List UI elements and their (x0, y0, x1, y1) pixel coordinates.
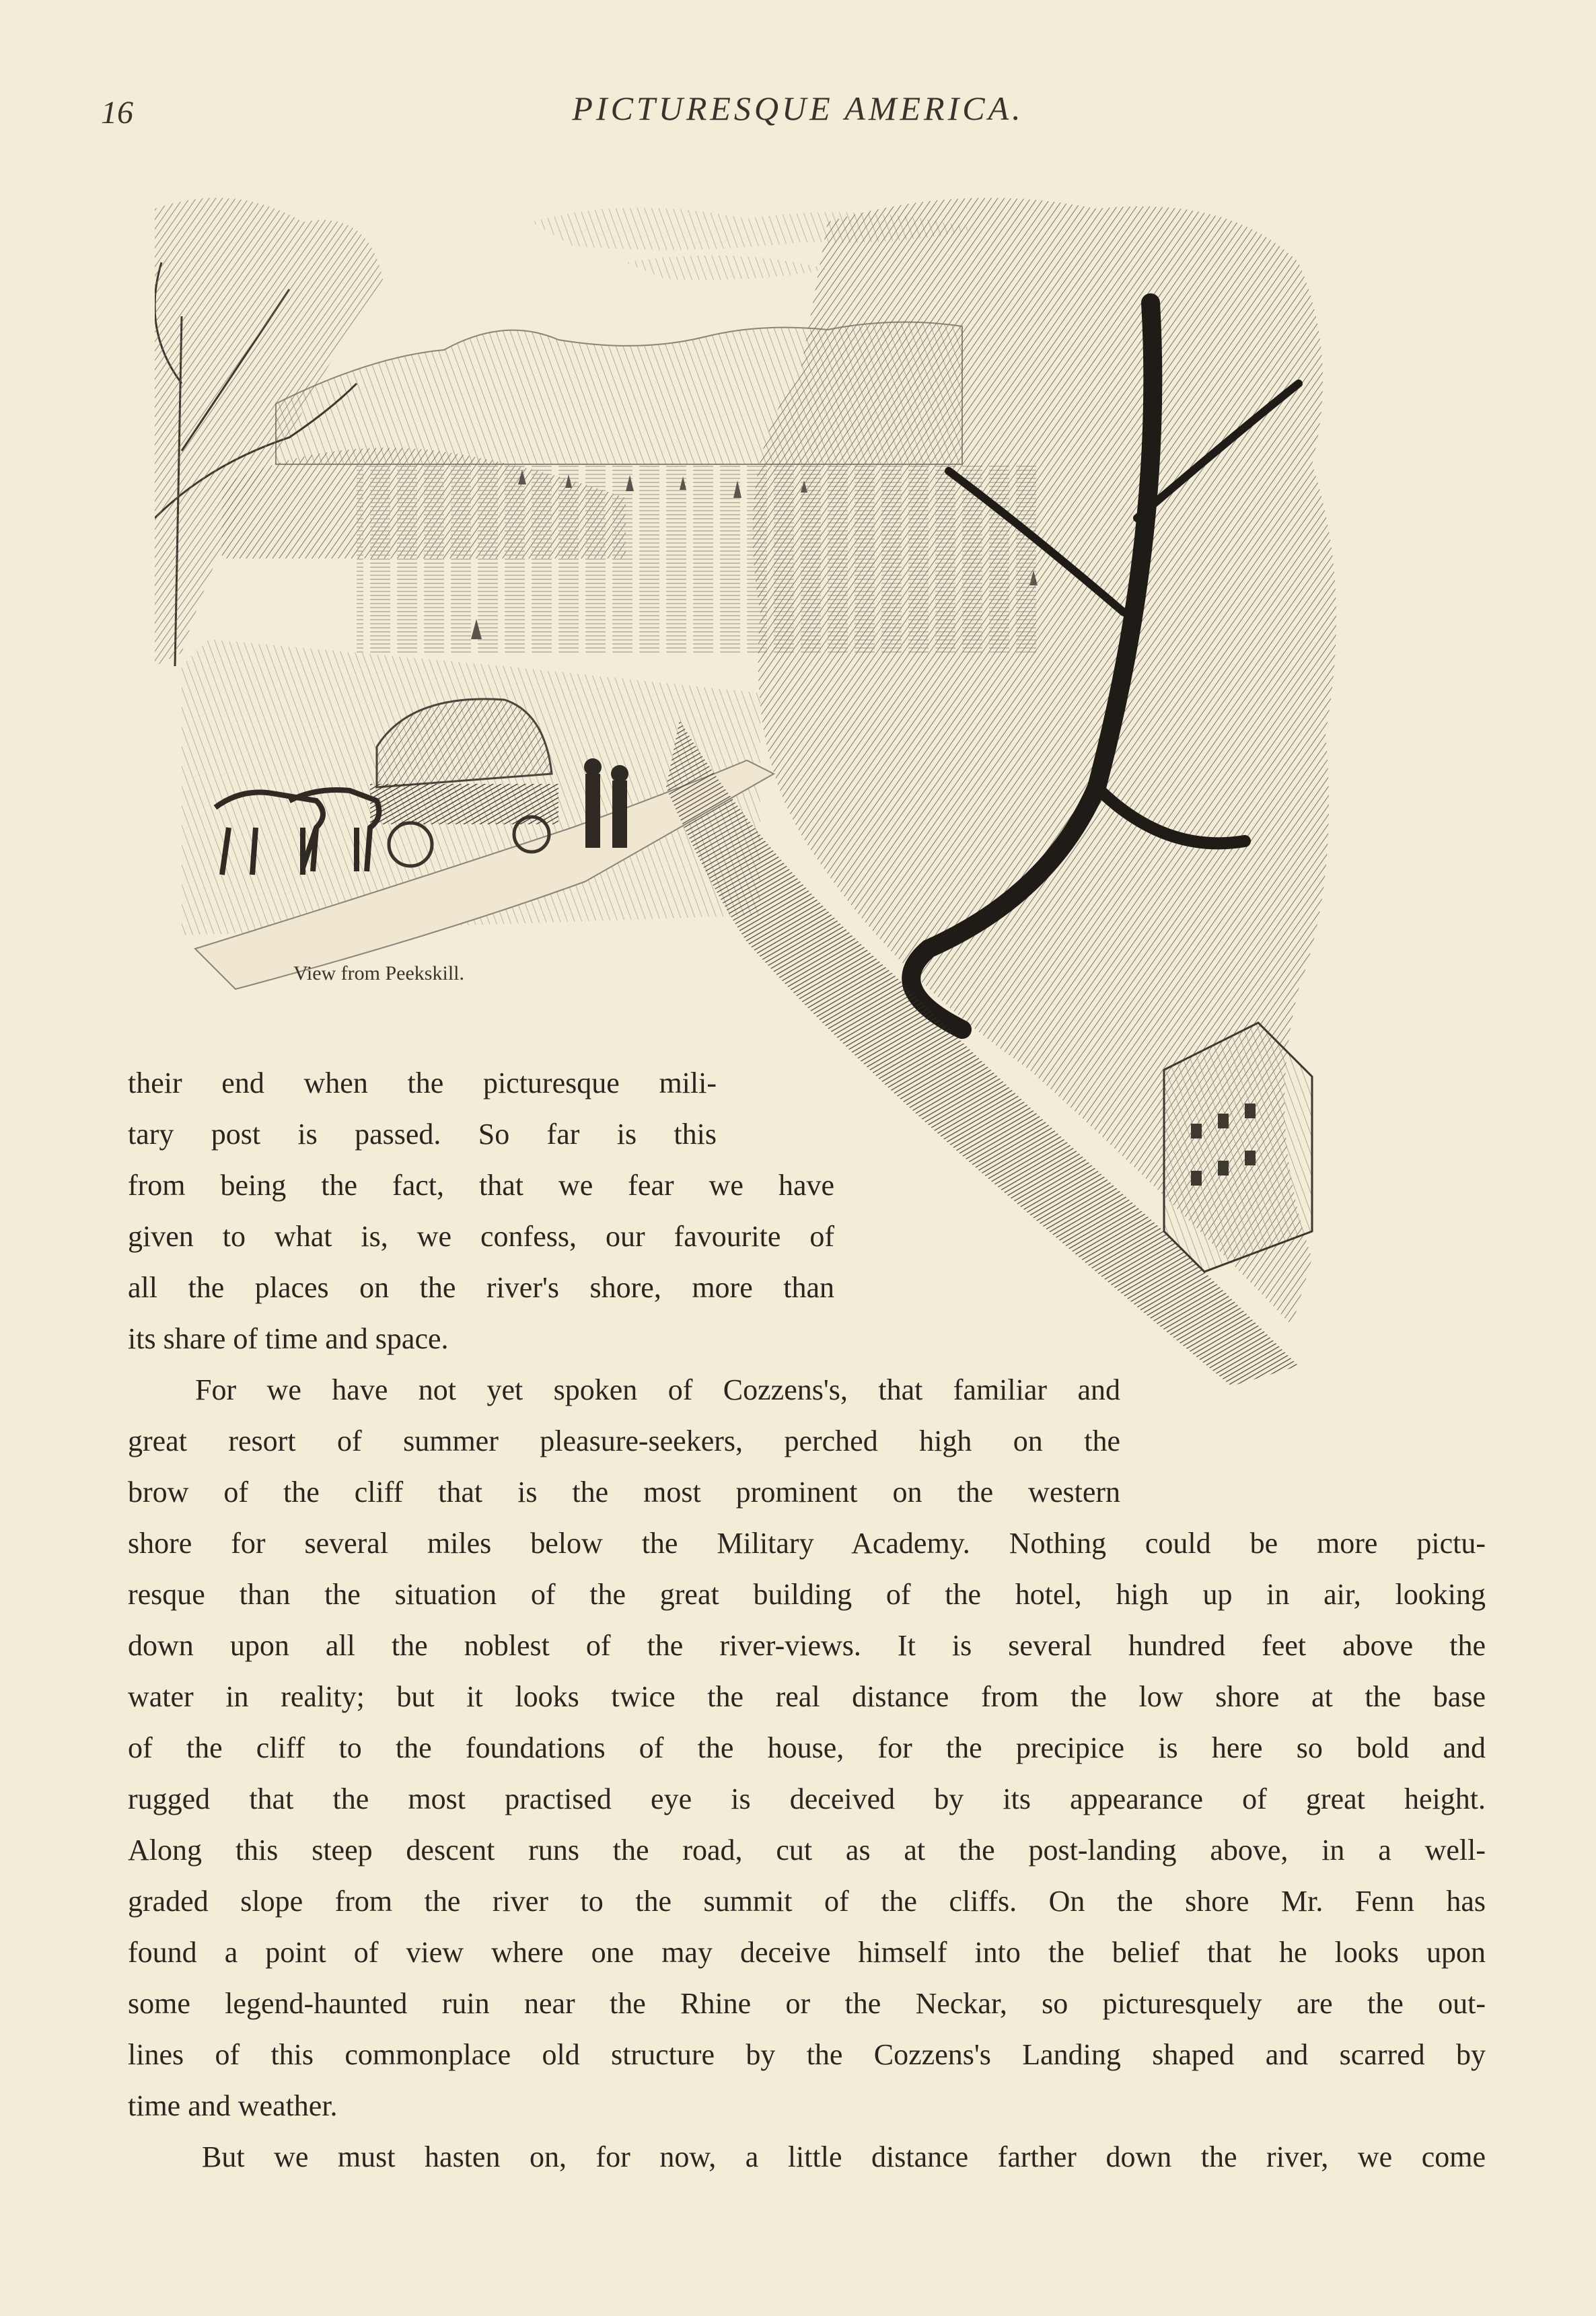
text-line: from being the fact, that we fear we have (128, 1169, 834, 1202)
illustration-caption: View from Peekskill. (293, 962, 464, 984)
text-line: time and weather. (128, 2089, 338, 2122)
text-line: all the places on the river's shore, more than (128, 1271, 834, 1304)
text-line: lines of this commonplace old structure by the Cozzens's Landing shaped and scarred by (128, 2038, 1486, 2071)
text-line: shore for several miles below the Military Academy. Nothing could be more pictu- (128, 1527, 1486, 1560)
text-line: water in reality; but it looks twice the real distance from the low shore at the base (128, 1680, 1486, 1713)
text-line: But we must hasten on, for now, a little distance farther down the river, we come (202, 2140, 1486, 2173)
text-line: tary post is passed. So far is this (128, 1118, 717, 1151)
text-line: graded slope from the river to the summit of the cliffs. On the shore Mr. Fenn has (128, 1885, 1486, 1918)
text-line: rugged that the most practised eye is deceived by its appearance of great height. (128, 1782, 1486, 1815)
text-line: For we have not yet spoken of Cozzens's, that familiar and (195, 1373, 1120, 1406)
text-line: down upon all the noblest of the river-views. It is several hundred feet above the (128, 1629, 1486, 1662)
text-line: great resort of summer pleasure-seekers, perched high on the (128, 1424, 1120, 1457)
text-line: resque than the situation of the great building of the hotel, high up in air, looking (128, 1578, 1486, 1611)
page-number: 16 (101, 95, 133, 131)
text-line: some legend-haunted ruin near the Rhine or the Neckar, so picturesquely are the out- (128, 1987, 1486, 2020)
running-head: PICTURESQUE AMERICA. (572, 89, 1024, 127)
text-line: found a point of view where one may deceive himself into the belief that he looks upon (128, 1936, 1486, 1969)
cliff-building (1164, 1023, 1312, 1272)
text-line: Along this steep descent runs the road, cut as at the post-landing above, in a well- (128, 1834, 1486, 1867)
text-line: its share of time and space. (128, 1322, 449, 1355)
text-line: brow of the cliff that is the most prominent on the western (128, 1476, 1120, 1509)
text-line: of the cliff to the foundations of the house, for the precipice is here so bold and (128, 1731, 1486, 1764)
text-line: given to what is, we confess, our favourite of (128, 1220, 834, 1253)
text-line: their end when the picturesque mili- (128, 1066, 717, 1099)
